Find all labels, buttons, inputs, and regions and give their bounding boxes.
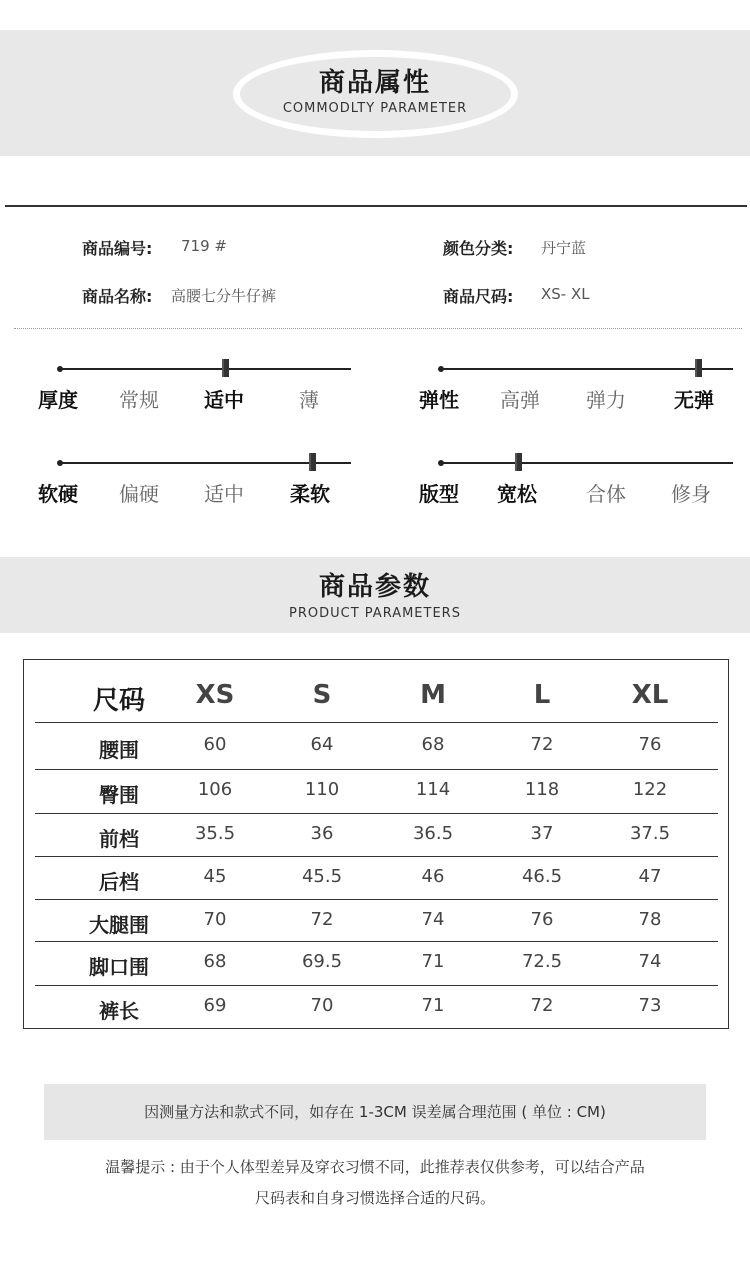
section-title: 商品参数 (318, 572, 431, 602)
softness-option-selected: 柔软 (290, 482, 330, 506)
table-header-cell: 尺码 (92, 686, 145, 716)
table-cell: 106 (197, 779, 233, 800)
table-cell: 70 (203, 909, 227, 930)
table-cell: 臀围 (99, 783, 139, 807)
softness-title: 软硬 (38, 482, 78, 506)
table-cell: 71 (421, 995, 445, 1016)
table-cell: 36 (310, 823, 334, 844)
thickness-option-selected: 适中 (204, 388, 244, 412)
thickness-option: 常规 (119, 388, 159, 412)
size-range-label: 商品尺码: (443, 287, 514, 306)
elasticity-option: 高弹 (500, 388, 540, 412)
table-cell: 72 (310, 909, 334, 930)
section-title: 商品属性 (318, 68, 431, 98)
table-header-cell: XS (195, 680, 235, 710)
table-header-cell: L (533, 680, 551, 710)
table-header-cell: M (420, 680, 446, 710)
table-cell: 35.5 (194, 823, 236, 844)
table-cell: 46 (421, 866, 445, 887)
fit-scale-track (441, 462, 733, 464)
table-header-cell: XL (631, 680, 669, 710)
table-cell: 69.5 (301, 951, 343, 972)
table-cell: 前档 (99, 827, 139, 851)
table-rule (35, 769, 718, 770)
table-cell: 76 (638, 734, 662, 755)
fit-title: 版型 (419, 482, 459, 506)
table-rule (35, 813, 718, 814)
table-cell: 64 (310, 734, 334, 755)
product-name-value: 高腰七分牛仔裤 (171, 287, 277, 305)
fit-marker (515, 453, 522, 471)
table-header-cell: S (312, 680, 332, 710)
table-cell: 68 (421, 734, 445, 755)
table-cell: 69 (203, 995, 227, 1016)
table-cell: 114 (415, 779, 451, 800)
table-rule (35, 856, 718, 857)
divider (5, 205, 747, 207)
fit-option: 合体 (586, 482, 626, 506)
table-cell: 45 (203, 866, 227, 887)
elasticity-marker (695, 359, 702, 377)
table-cell: 47 (638, 866, 662, 887)
table-cell: 74 (638, 951, 662, 972)
table-cell: 74 (421, 909, 445, 930)
table-rule (35, 985, 718, 986)
elasticity-title: 弹性 (419, 388, 459, 412)
table-cell: 71 (421, 951, 445, 972)
table-cell: 73 (638, 995, 662, 1016)
elasticity-scale-track (441, 368, 733, 370)
section-subtitle: PRODUCT PARAMETERS (289, 606, 461, 621)
size-range-value: XS- XL (541, 285, 590, 303)
elasticity-option: 弹力 (586, 388, 626, 412)
table-cell: 72 (530, 734, 554, 755)
table-cell: 110 (304, 779, 340, 800)
table-rule (35, 899, 718, 900)
softness-option: 适中 (204, 482, 244, 506)
tip-text: 尺码表和自身习惯选择合适的尺码。 (254, 1189, 495, 1207)
section-subtitle: COMMODLTY PARAMETER (282, 101, 468, 116)
thickness-marker (222, 359, 229, 377)
table-cell: 78 (638, 909, 662, 930)
product-code-value: 719 # (181, 237, 227, 255)
table-cell: 72.5 (521, 951, 563, 972)
fit-option-selected: 宽松 (497, 482, 537, 506)
softness-option: 偏硬 (119, 482, 159, 506)
measurement-note: 因测量方法和款式不同，如存在 1-3CM 误差属合理范围 ( 单位 : CM) (44, 1084, 706, 1140)
table-cell: 72 (530, 995, 554, 1016)
fit-option: 修身 (671, 482, 711, 506)
table-cell: 裤长 (99, 999, 139, 1023)
color-value: 丹宁蓝 (541, 239, 587, 257)
thickness-option: 薄 (299, 388, 319, 412)
product-name-label: 商品名称: (82, 287, 153, 306)
table-cell: 脚口围 (89, 955, 149, 979)
table-cell: 37 (530, 823, 554, 844)
table-cell: 大腿围 (89, 913, 149, 937)
product-code-label: 商品编号: (82, 239, 153, 258)
table-cell: 70 (310, 995, 334, 1016)
table-cell: 68 (203, 951, 227, 972)
table-cell: 76 (530, 909, 554, 930)
color-label: 颜色分类: (443, 239, 514, 258)
size-table (23, 659, 729, 1029)
table-cell: 60 (203, 734, 227, 755)
thickness-scale-track (60, 368, 351, 370)
thickness-title: 厚度 (38, 388, 78, 412)
table-cell: 122 (632, 779, 668, 800)
table-cell: 46.5 (521, 866, 563, 887)
softness-marker (309, 453, 316, 471)
table-cell: 36.5 (412, 823, 454, 844)
table-cell: 37.5 (629, 823, 671, 844)
dotted-divider (14, 328, 742, 329)
table-cell: 45.5 (301, 866, 343, 887)
table-rule (35, 722, 718, 723)
tip-text: 温馨提示 : 由于个人体型差异及穿衣习惯不同，此推荐表仅供参考，可以结合产品 (105, 1158, 645, 1176)
table-cell: 腰围 (99, 738, 139, 762)
table-cell: 118 (524, 779, 560, 800)
table-rule (35, 941, 718, 942)
softness-scale-track (60, 462, 351, 464)
table-cell: 后档 (99, 870, 139, 894)
elasticity-option-selected: 无弹 (674, 388, 714, 412)
